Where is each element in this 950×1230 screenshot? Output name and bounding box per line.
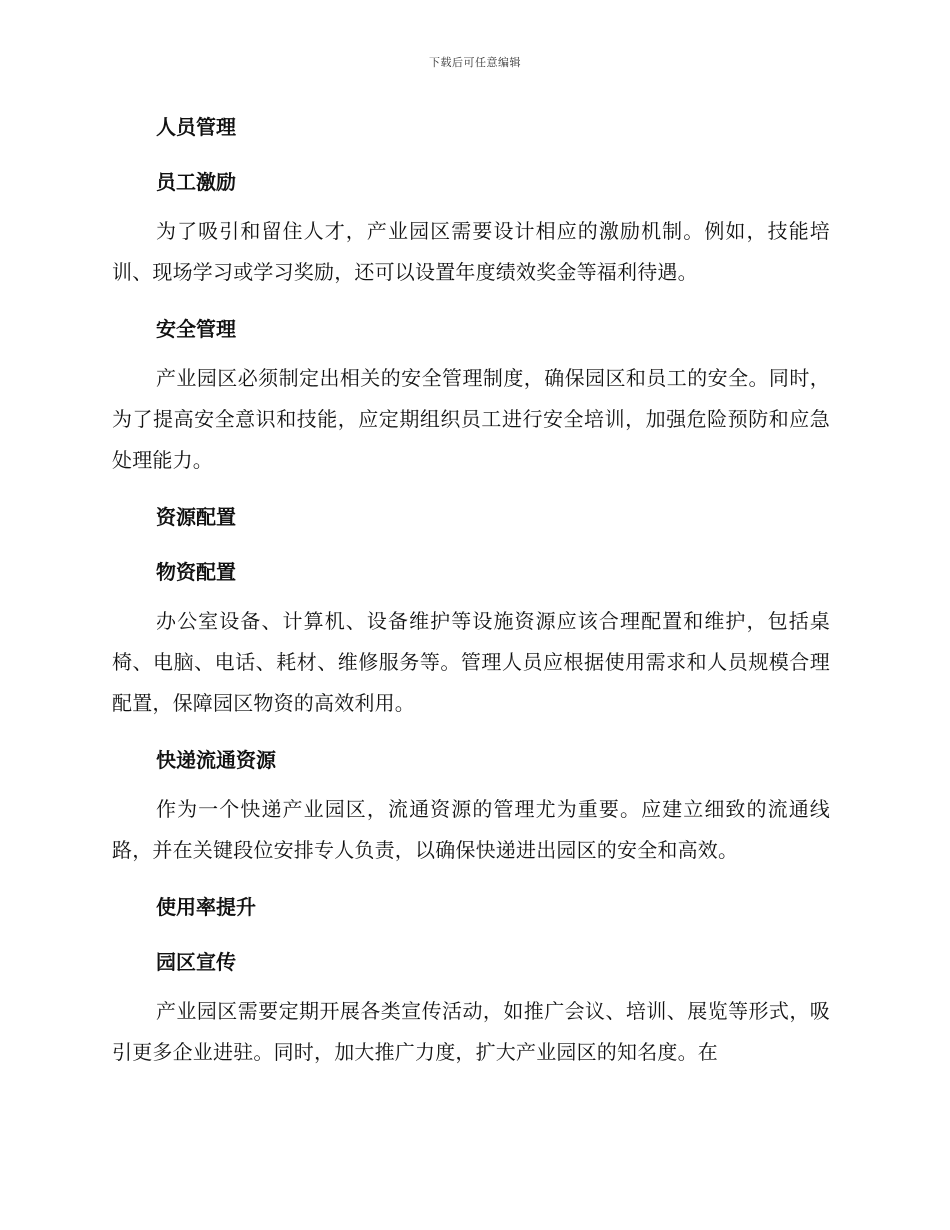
document-body xyxy=(112,108,830,1073)
paragraph-promo: 产业园区需要定期开展各类宣传活动，如推广会议、培训、展览等形式，吸引更多企业进驻。同时，加大推广力度，扩大产业园区的知名度。在 xyxy=(112,999,830,1064)
subsection-heading-express: 快递流通资源 xyxy=(156,748,276,772)
subsection-heading-safety: 安全管理 xyxy=(156,317,236,341)
section-heading-usage: 使用率提升 xyxy=(156,895,256,919)
section-heading-resource: 资源配置 xyxy=(156,505,236,529)
subsection-heading-incentive: 员工激励 xyxy=(156,170,236,194)
page-header-note: 下载后可任意编辑 xyxy=(429,56,521,69)
paragraph-express: 作为一个快递产业园区，流通资源的管理尤为重要。应建立细致的流通线路，并在关键段位安排专人负责，以确保快递进出园区的安全和高效。 xyxy=(112,797,830,862)
paragraph-material: 办公室设备、计算机、设备维护等设施资源应该合理配置和维护，包括桌椅、电脑、电话、耗材、维修服务等。管理人员应根据使用需求和人员规模合理配置，保障园区物资的高效利用。 xyxy=(112,609,830,715)
section-heading-personnel: 人员管理 xyxy=(156,115,236,139)
subsection-heading-promo: 园区宣传 xyxy=(156,950,236,974)
subsection-heading-material: 物资配置 xyxy=(156,560,236,584)
paragraph-incentive: 为了吸引和留住人才，产业园区需要设计相应的激励机制。例如，技能培训、现场学习或学习奖励，还可以设置年度绩效奖金等福利待遇。 xyxy=(112,219,830,284)
paragraph-safety: 产业园区必须制定出相关的安全管理制度，确保园区和员工的安全。同时，为了提高安全意识和技能，应定期组织员工进行安全培训，加强危险预防和应急处理能力。 xyxy=(112,366,830,472)
